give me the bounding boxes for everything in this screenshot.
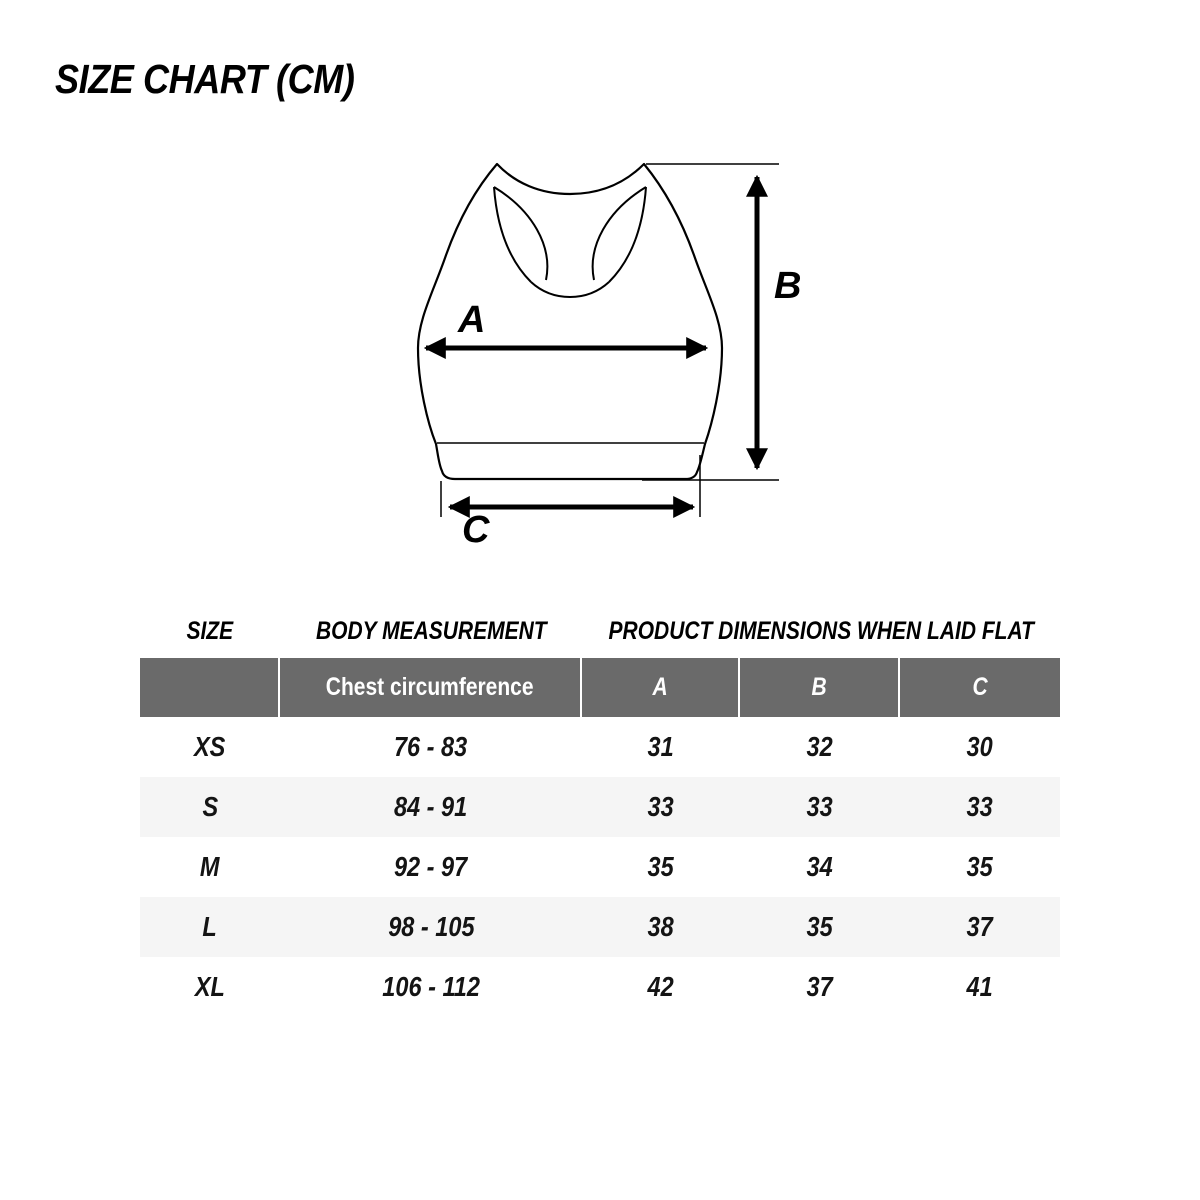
dim-c-cell <box>900 837 1060 897</box>
chest-value: 98 - 105 <box>387 911 475 942</box>
chest-cell <box>280 717 582 777</box>
column-group-header-product-text: PRODUCT DIMENSIONS WHEN LAID FLAT <box>608 616 1034 645</box>
size-cell <box>140 777 280 837</box>
size-value: XL <box>194 971 226 1002</box>
subheader-chest-text: Chest circumference <box>326 673 534 701</box>
size-cell <box>140 837 280 897</box>
chest-value: 84 - 91 <box>394 791 468 822</box>
subheader-cell-empty <box>140 658 280 717</box>
size-table-body <box>140 717 1060 1017</box>
dim-a-cell <box>582 777 740 837</box>
table-row <box>140 897 1060 957</box>
dimension-label-c: C <box>462 509 490 551</box>
dim-c-value: 33 <box>966 791 994 822</box>
size-value: XS <box>194 731 226 762</box>
size-cell <box>140 717 280 777</box>
dim-c-value: 37 <box>966 911 994 942</box>
table-subheader-row <box>140 658 1060 717</box>
dim-b-value: 32 <box>806 731 834 762</box>
dim-c-cell <box>900 957 1060 1017</box>
size-value: S <box>202 791 218 822</box>
size-value: M <box>200 851 220 882</box>
dim-a-cell <box>582 957 740 1017</box>
dimension-label-a: A <box>458 299 486 341</box>
dim-a-value: 35 <box>647 851 675 882</box>
size-cell <box>140 957 280 1017</box>
chest-cell <box>280 777 582 837</box>
table-row <box>140 777 1060 837</box>
dim-a-value: 31 <box>647 731 675 762</box>
dim-c-cell <box>900 777 1060 837</box>
subheader-cell-chest <box>280 658 582 717</box>
column-group-header-size-text: SIZE <box>186 616 234 645</box>
size-cell <box>140 897 280 957</box>
column-group-header-body-measurement <box>280 615 582 647</box>
chest-cell <box>280 897 582 957</box>
dim-a-value: 33 <box>647 791 675 822</box>
dim-b-cell <box>740 897 900 957</box>
dim-a-value: 42 <box>647 971 675 1002</box>
dim-b-cell <box>740 837 900 897</box>
chest-cell <box>280 837 582 897</box>
dim-b-cell <box>740 777 900 837</box>
table-row <box>140 837 1060 897</box>
dim-a-cell <box>582 897 740 957</box>
dim-c-cell <box>900 897 1060 957</box>
column-group-header-size <box>140 615 280 647</box>
column-group-header-body-text: BODY MEASUREMENT <box>315 616 547 645</box>
size-value: L <box>202 911 218 942</box>
column-group-header-product-dimensions <box>582 615 1060 647</box>
dim-b-cell <box>740 957 900 1017</box>
chest-cell <box>280 957 582 1017</box>
dim-a-cell <box>582 717 740 777</box>
subheader-cell-c <box>900 658 1060 717</box>
dimension-label-b: B <box>774 265 802 307</box>
dim-c-value: 41 <box>966 971 994 1002</box>
subheader-a-text: A <box>652 673 668 701</box>
dim-b-value: 35 <box>806 911 834 942</box>
subheader-c-text: C <box>972 673 988 701</box>
page-title-text: SIZE CHART (CM) <box>55 56 355 102</box>
dim-b-value: 34 <box>806 851 834 882</box>
subheader-cell-a <box>582 658 740 717</box>
chest-value: 92 - 97 <box>394 851 468 882</box>
dim-c-value: 35 <box>966 851 994 882</box>
dim-b-value: 33 <box>806 791 834 822</box>
dim-c-cell <box>900 717 1060 777</box>
dim-a-cell <box>582 837 740 897</box>
chest-value: 76 - 83 <box>394 731 468 762</box>
dim-b-cell <box>740 717 900 777</box>
table-row <box>140 957 1060 1017</box>
chest-value: 106 - 112 <box>382 971 480 1002</box>
table-row <box>140 717 1060 777</box>
dim-b-value: 37 <box>806 971 834 1002</box>
dim-c-value: 30 <box>966 731 994 762</box>
dim-a-value: 38 <box>647 911 675 942</box>
subheader-cell-b <box>740 658 900 717</box>
subheader-b-text: B <box>811 673 827 701</box>
